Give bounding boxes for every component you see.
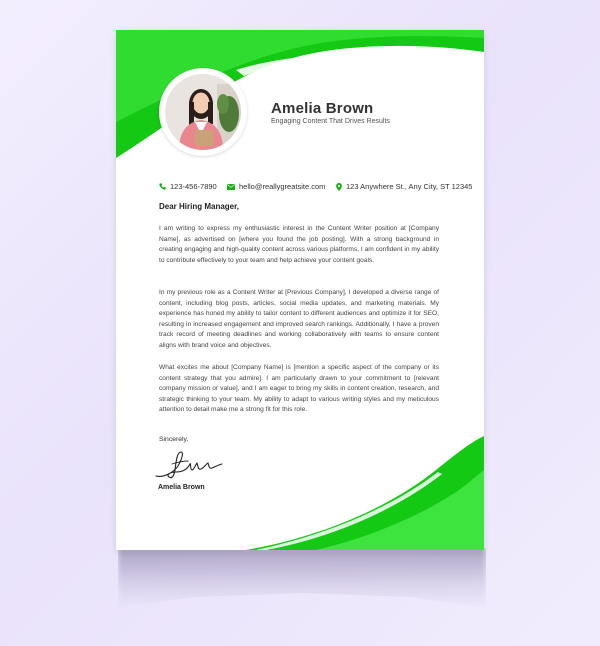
address-text: 123 Anywhere St., Any City, ST 12345: [346, 182, 473, 191]
handwritten-signature: [154, 446, 224, 482]
email-text: hello@reallygreatsite.com: [239, 182, 326, 191]
phone-text: 123-456-7890: [170, 182, 217, 191]
letter-paragraph-2: In my previous role as a Content Writer at [Previous Company], I developed a diverse range of content, including blog posts, articles, social media updates, and marketing materials. My experience has honed my ability to tailor content to different audiences and optimize it for SEO, resulting in increased engagement and improved search rankings. Additionally, I have a proven track record of meeting deadlines and working collaboratively with teams to ensure content aligns with brand voice and objectives.: [159, 289, 439, 349]
contact-phone: [159, 182, 217, 191]
signature-name: Amelia Brown: [158, 484, 205, 491]
mail-icon: [227, 184, 235, 190]
avatar: [165, 74, 241, 150]
letter-paragraph-3: What excites me about [Company Name] is [mention a specific aspect of the company or its content strategy that you admire]. I am particularly drawn to your commitment to [relevant company mission or value], and I am eager to bring my skills in content creation, research, and strategic thinking to your team. My ability to adapt to various writing styles and my meticulous attention to detail make me a strong fit for this role.: [159, 364, 439, 414]
applicant-name: Amelia Brown: [271, 100, 374, 117]
phone-icon: [159, 183, 166, 190]
contact-email: [227, 182, 325, 191]
letter-closing: Sincerely,: [159, 436, 189, 443]
applicant-tagline: Engaging Content That Drives Results: [271, 118, 390, 125]
profile-photo-frame: [159, 68, 247, 156]
page-shadow: [118, 548, 486, 608]
contact-address: [336, 182, 472, 191]
cover-letter-page: [116, 30, 484, 550]
letter-greeting: Dear Hiring Manager,: [159, 202, 240, 211]
letter-paragraph-1: I am writing to express my enthusiastic interest in the Content Writer position at [Company Name], as advertised on [where you found the job posting]. With a strong background in creating engaging and high-quality content across various platforms, I am confident in my ability to contribute effectively to your team and help achieve your content goals.: [159, 225, 439, 264]
location-pin-icon: [336, 183, 342, 191]
